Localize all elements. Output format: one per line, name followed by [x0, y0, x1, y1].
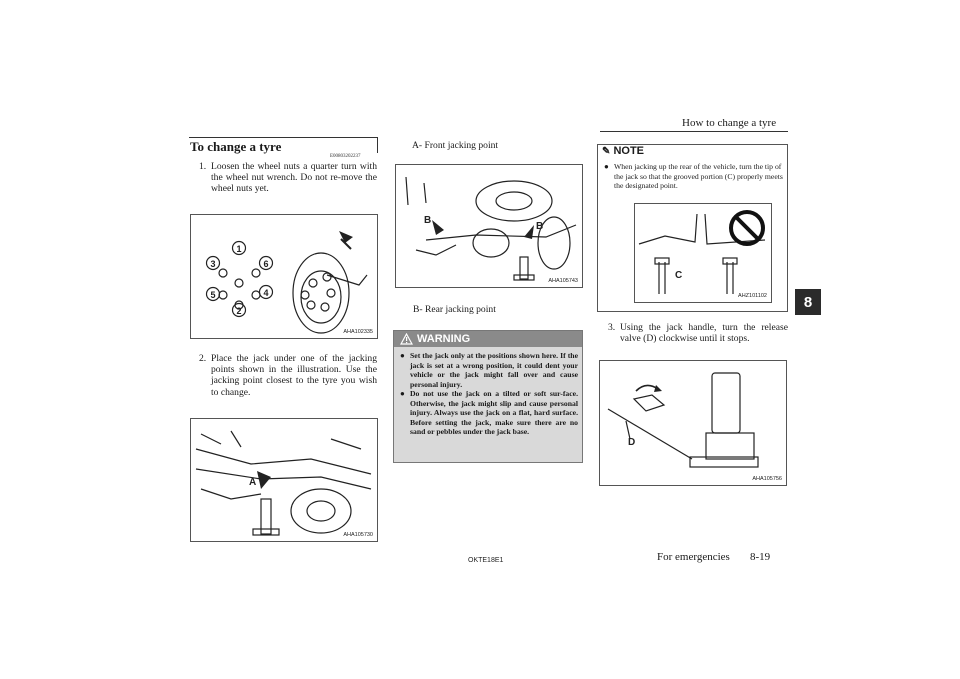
- step-number: 3.: [608, 322, 616, 333]
- figure-release-valve: [599, 360, 787, 486]
- square-bullet-icon: ●: [400, 389, 405, 398]
- figure-code: AHA105730: [343, 532, 373, 538]
- page-number: 8-19: [750, 551, 771, 563]
- jack-tip-illustration: [635, 204, 771, 302]
- label-4: 4: [263, 288, 269, 298]
- figure-wheel-nuts: [190, 214, 378, 339]
- figure-code: AHA105756: [752, 476, 782, 482]
- note-heading: NOTE: [613, 145, 645, 157]
- figure-rear-jacking-point: [395, 164, 583, 288]
- prohibited-icon: [731, 212, 763, 244]
- note-text: When jacking up the rear of the vehicle, turn the tip of the jack so that the grooved portion (C) properly meets the designated point.: [614, 162, 783, 191]
- figure-code: AHZ101102: [738, 293, 767, 299]
- label-3: 3: [210, 259, 216, 269]
- section-code: E00803202237: [330, 154, 361, 159]
- label-5: 5: [210, 290, 216, 300]
- figure-code: AHA102335: [343, 329, 373, 335]
- step-number: 1.: [199, 161, 207, 172]
- step-number: 2.: [199, 353, 207, 364]
- label-b-right: B: [536, 221, 544, 232]
- step-1: [199, 161, 377, 195]
- caption-rear-jacking-point: B- Rear jacking point: [413, 304, 496, 315]
- step-3: [608, 322, 788, 344]
- front-jacking-illustration: [191, 419, 377, 541]
- rear-jacking-illustration: [396, 165, 582, 287]
- section-title: To change a tyre: [190, 139, 282, 154]
- label-a: A: [249, 477, 257, 488]
- running-header: How to change a tyre: [682, 117, 777, 129]
- warning-text: Do not use the jack on a tilted or soft sur-face. Otherwise, the jack might slip and cause personal injury. Always use the jack on a flat, hard surface. Before setting the jack, make sure there are no sand or pebbles under the jack base.: [410, 389, 578, 437]
- warning-triangle-icon: [400, 333, 413, 345]
- wheel-nuts-illustration: [191, 215, 377, 338]
- label-b-left: B: [424, 215, 432, 226]
- figure-front-jacking-point: [190, 418, 378, 542]
- label-d: D: [628, 437, 636, 448]
- square-bullet-icon: ●: [400, 351, 405, 360]
- warning-item: [400, 389, 578, 437]
- warning-box: [393, 330, 583, 463]
- caption-front-jacking-point: A- Front jacking point: [412, 140, 499, 151]
- label-1: 1: [236, 244, 242, 254]
- footer-code: OKTE18E1: [468, 557, 504, 564]
- chapter-tab: 8: [795, 289, 821, 315]
- note-pencil-icon: ✎: [602, 146, 611, 157]
- warning-header: [394, 331, 582, 347]
- footer-section: For emergencies: [657, 551, 730, 563]
- step-2: [199, 353, 377, 398]
- step-text: Place the jack under one of the jacking points shown in the illustration. Use the jacking point closest to the tyre you wish to change.: [211, 353, 377, 398]
- warning-item: [400, 351, 578, 389]
- note-item: [604, 162, 784, 191]
- figure-code: AHA105743: [548, 278, 578, 284]
- label-6: 6: [263, 259, 269, 269]
- warning-heading: WARNING: [417, 333, 471, 345]
- header-rule: [600, 131, 788, 132]
- label-c: C: [675, 270, 683, 281]
- note-box: [597, 144, 788, 312]
- square-bullet-icon: ●: [604, 162, 609, 171]
- figure-jack-tip: [634, 203, 772, 303]
- step-text: Loosen the wheel nuts a quarter turn with the wheel nut wrench. Do not re-move the wheel nuts yet.: [211, 161, 377, 195]
- release-valve-illustration: [600, 361, 786, 485]
- step-text: Using the jack handle, turn the release valve (D) clockwise until it stops.: [620, 322, 788, 345]
- warning-text: Set the jack only at the positions shown here. If the jack is set at a wrong position, it could dent your vehicle or the jack might fall over and cause personal injury.: [410, 351, 578, 389]
- label-2: 2: [236, 306, 242, 316]
- note-header: [602, 145, 644, 157]
